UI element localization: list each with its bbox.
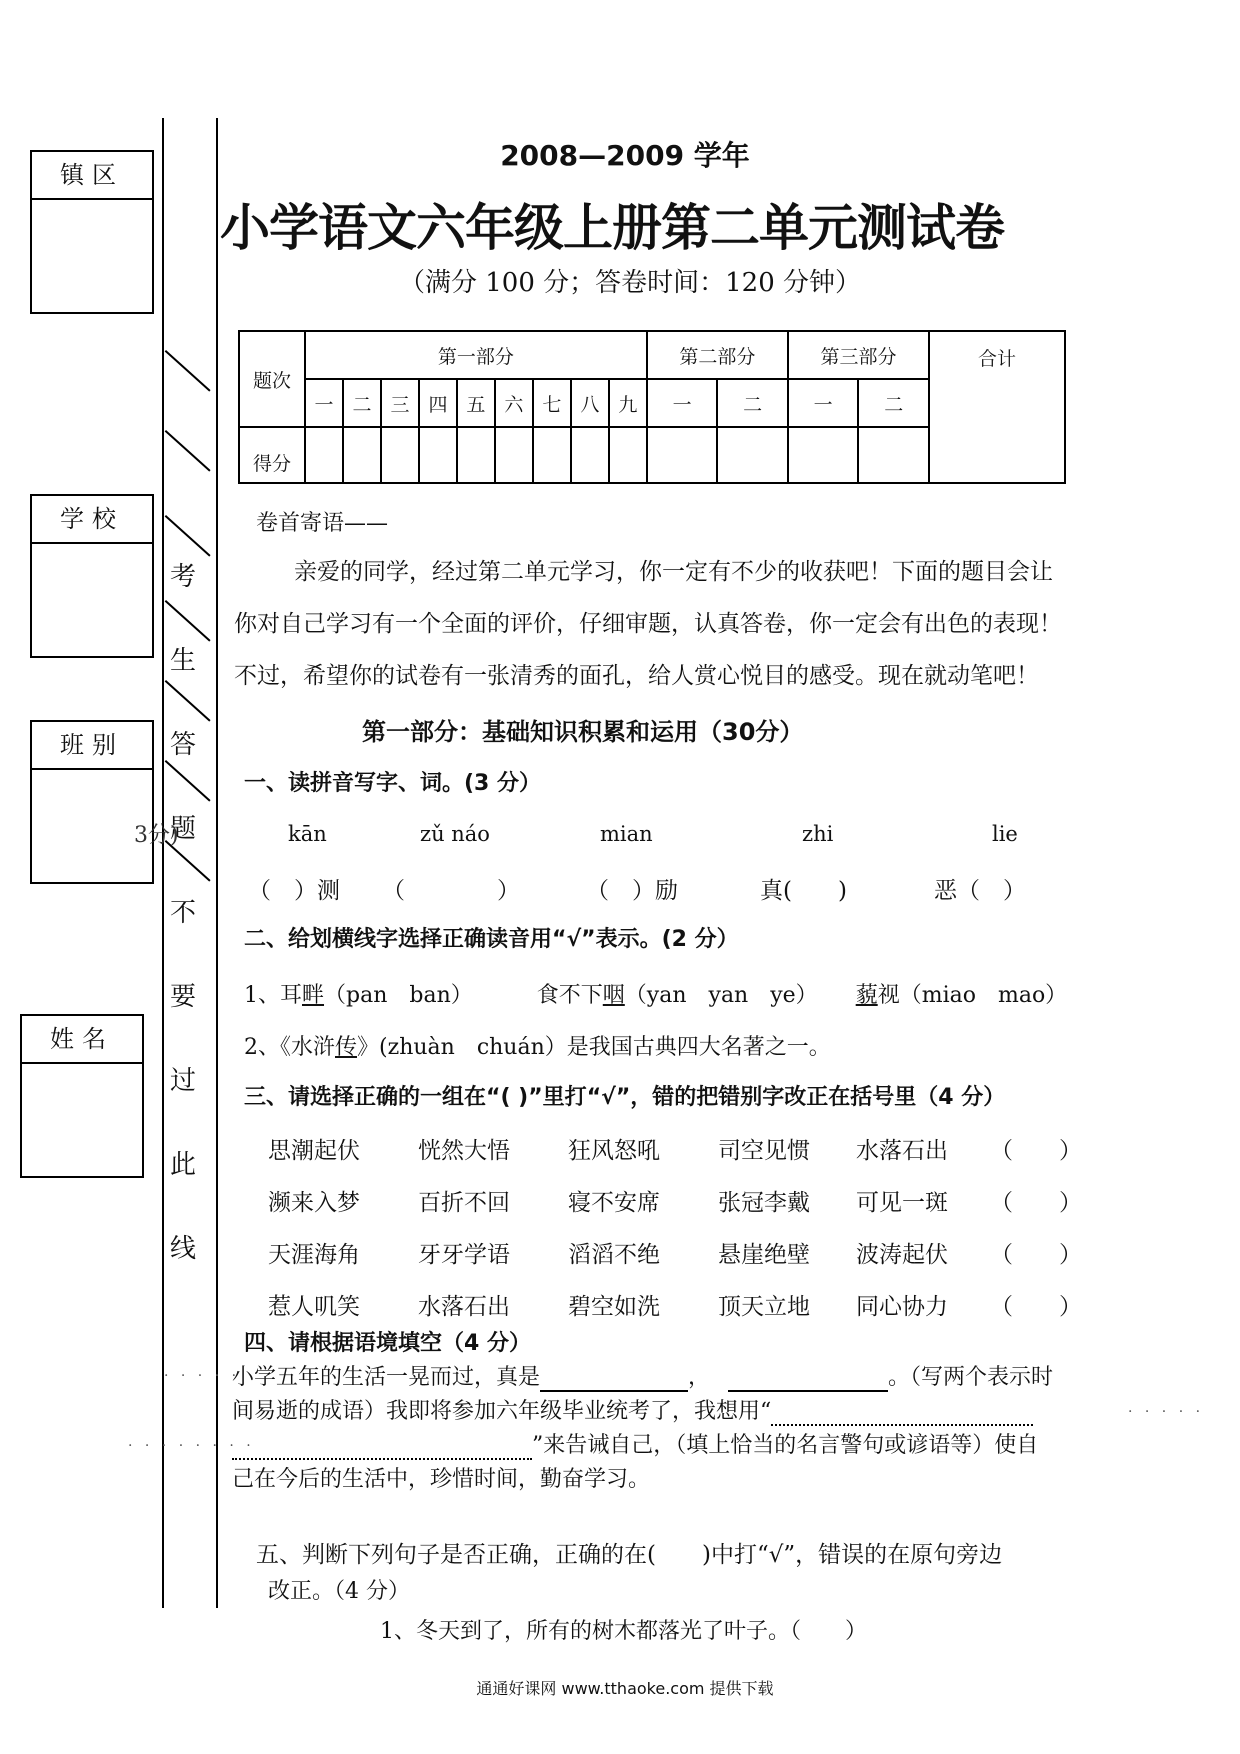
score-cell — [571, 427, 609, 483]
underlined-char: 咽 — [602, 983, 625, 1008]
q4-line2 — [232, 1394, 1033, 1426]
item-header: 八 — [571, 379, 609, 427]
score-table — [238, 330, 1066, 484]
intro-line: 不过，希望你的试卷有一张清秀的面孔，给人赏心悦目的感受。现在就动笔吧！ — [234, 663, 1039, 689]
underlined-char: 藐 — [855, 983, 878, 1008]
warning-char: 线 — [169, 1234, 196, 1264]
item-header: 二 — [717, 379, 788, 427]
text: 》(zhuàn chuán）是我国古典四大名著之一。 — [357, 1035, 831, 1060]
q1-heading: 一、读拼音写字、词。(3 分） — [244, 771, 542, 796]
text: 。（写两个表示时 — [888, 1365, 1054, 1390]
item-header: 六 — [495, 379, 533, 427]
score-cell — [717, 427, 788, 483]
text: 1、耳 — [244, 983, 302, 1008]
idiom: 恍然大悟 — [418, 1138, 510, 1164]
q5-heading: 五、判断下列句子是否正确，正确的在( )中打“√”，错误的在原句旁边 — [256, 1542, 1003, 1568]
answer-slot: 恶（ ） — [934, 878, 1026, 904]
item-header: 一 — [788, 379, 859, 427]
info-box-town — [30, 150, 154, 314]
info-box-label: 镇区 — [32, 152, 152, 200]
answer-slot: （ ） — [990, 1294, 1082, 1320]
q3-row — [268, 1236, 1082, 1269]
warning-char: 答 — [169, 730, 196, 760]
idiom: 濒来入梦 — [268, 1190, 360, 1216]
row-label-items: 题次 — [239, 331, 305, 427]
q3-row — [268, 1184, 1082, 1217]
margin-slash — [165, 515, 211, 557]
text: ， — [688, 1365, 711, 1390]
margin-dots: · · · · · — [164, 1368, 241, 1384]
score-cell — [647, 427, 718, 483]
score-cell — [533, 427, 571, 483]
text: 小学五年的生活一晃而过，真是 — [232, 1365, 541, 1390]
q5-heading-cont: 改正。（4 分） — [268, 1579, 410, 1604]
info-box-label: 学校 — [32, 496, 152, 544]
idiom: 波涛起伏 — [856, 1242, 948, 1268]
answer-slot: （ ） — [382, 878, 520, 904]
info-box-class — [30, 720, 154, 884]
exam-title: 小学语文六年级上册第二单元测试卷 — [220, 199, 1004, 257]
margin-slash — [165, 350, 211, 392]
item-header: 一 — [305, 379, 343, 427]
idiom: 司空见惯 — [718, 1138, 810, 1164]
score-cell — [495, 427, 533, 483]
info-box-label: 姓名 — [22, 1016, 142, 1064]
idiom: 碧空如洗 — [568, 1294, 660, 1320]
warning-char: 考 — [169, 562, 196, 592]
idiom: 悬崖绝壁 — [718, 1242, 810, 1268]
pinyin: zǔ náo — [420, 822, 490, 846]
answer-slot: （ ） — [990, 1242, 1082, 1268]
text: 食不下 — [536, 983, 603, 1008]
text: （yan yan ye） — [624, 983, 818, 1008]
score-cell — [788, 427, 859, 483]
q3-row — [268, 1132, 1082, 1165]
idiom: 水落石出 — [856, 1138, 948, 1164]
intro-line: 你对自己学习有一个全面的评价，仔细审题，认真答卷，你一定会有出色的表现！ — [234, 611, 1062, 637]
idiom-blank — [540, 1365, 688, 1392]
part2-header: 第二部分 — [647, 331, 788, 379]
score-cell — [343, 427, 381, 483]
intro-heading: 卷首寄语—— — [256, 511, 389, 536]
item-header: 二 — [343, 379, 381, 427]
q3-row — [268, 1288, 1082, 1321]
pinyin: zhi — [802, 822, 834, 846]
text: 视（miao mao） — [877, 983, 1068, 1008]
idiom: 牙牙学语 — [418, 1242, 510, 1268]
underlined-char: 传 — [335, 1035, 358, 1060]
part3-header: 第三部分 — [788, 331, 929, 379]
exam-subtitle: （满分 100 分；答卷时间：120 分钟） — [398, 268, 862, 298]
item-header: 三 — [381, 379, 419, 427]
warning-char: 过 — [169, 1066, 196, 1096]
score-cell — [419, 427, 457, 483]
answer-slot: （ ）测 — [248, 878, 340, 904]
idiom: 同心协力 — [856, 1294, 948, 1320]
idiom: 百折不回 — [418, 1190, 510, 1216]
idiom-blank — [728, 1365, 888, 1392]
item-header: 一 — [647, 379, 718, 427]
item-header: 七 — [533, 379, 571, 427]
idiom: 滔滔不绝 — [568, 1242, 660, 1268]
idiom: 水落石出 — [418, 1294, 510, 1320]
text: （pan ban） — [324, 983, 473, 1008]
idiom: 狂风怒吼 — [568, 1138, 660, 1164]
info-box-name — [20, 1014, 144, 1178]
item-header: 五 — [457, 379, 495, 427]
part1-heading: 第一部分：基础知识积累和运用（30分） — [362, 718, 804, 746]
margin-slash — [165, 600, 211, 642]
score-cell — [858, 427, 929, 483]
pinyin: mian — [600, 822, 653, 846]
idiom: 顶天立地 — [718, 1294, 810, 1320]
part1-header: 第一部分 — [305, 331, 647, 379]
quote-blank — [771, 1399, 1033, 1426]
row-label-score: 得分 — [239, 427, 305, 483]
exam-year: 2008—2009 学年 — [500, 139, 750, 172]
score-cell — [609, 427, 647, 483]
idiom: 张冠李戴 — [718, 1190, 810, 1216]
idiom: 天涯海角 — [268, 1242, 360, 1268]
warning-char: 不 — [169, 898, 196, 928]
warning-char: 要 — [169, 982, 196, 1012]
q2-heading: 二、给划横线字选择正确读音用“√”表示。(2 分） — [244, 927, 739, 952]
score-cell — [305, 427, 343, 483]
answer-slot: （ ）励 — [586, 878, 678, 904]
pinyin: lie — [992, 822, 1018, 846]
idiom: 寝不安席 — [568, 1190, 660, 1216]
intro-line: 亲爱的同学，经过第二单元学习，你一定有不少的收获吧！下面的题目会让 — [294, 559, 1053, 585]
q5-item: 1、冬天到了，所有的树木都落光了叶子。（ ） — [380, 1619, 867, 1644]
margin-slash — [165, 680, 211, 722]
margin-dots: · · · · · — [1128, 1404, 1205, 1420]
stray-text: 3分) — [134, 823, 179, 848]
q4-line4: 己在今后的生活中，珍惜时间，勤奋学习。 — [232, 1467, 651, 1492]
intro-paragraph — [234, 546, 1134, 702]
answer-slot: 真( ) — [760, 878, 847, 904]
q2-line2 — [244, 1030, 831, 1061]
score-cell — [457, 427, 495, 483]
binding-line-right — [216, 118, 218, 1608]
q2-line1 — [244, 978, 1067, 1009]
q4-heading: 四、请根据语境填空（4 分） — [244, 1331, 531, 1356]
underlined-char: 畔 — [302, 983, 325, 1008]
item-header: 九 — [609, 379, 647, 427]
margin-dots: · · · · · · · · — [128, 1438, 255, 1454]
idiom: 思潮起伏 — [268, 1138, 360, 1164]
pinyin: kān — [288, 822, 327, 846]
binding-line-left — [162, 118, 164, 1608]
quote-blank — [232, 1433, 532, 1460]
text: 2、《水浒 — [244, 1035, 335, 1060]
score-cell — [381, 427, 419, 483]
text: ”来告诫自己，（填上恰当的名言警句或谚语等）使自 — [532, 1433, 1039, 1458]
idiom: 可见一斑 — [856, 1190, 948, 1216]
idiom: 惹人叽笑 — [268, 1294, 360, 1320]
info-box-label: 班别 — [32, 722, 152, 770]
margin-slash — [165, 430, 211, 472]
total-header: 合计 — [929, 331, 1065, 483]
info-box-school — [30, 494, 154, 658]
margin-slash — [165, 760, 211, 802]
footer-text: 通通好课网 www.tthaoke.com 提供下载 — [476, 1679, 774, 1698]
warning-char: 此 — [169, 1150, 196, 1180]
warning-char: 生 — [169, 646, 196, 676]
q3-heading: 三、请选择正确的一组在“( )”里打“√”，错的把错别字改正在括号里（4 分） — [244, 1085, 1006, 1110]
text: 间易逝的成语）我即将参加六年级毕业统考了，我想用“ — [232, 1399, 772, 1424]
answer-slot: （ ） — [990, 1190, 1082, 1216]
item-header: 二 — [858, 379, 929, 427]
q4-line1 — [232, 1360, 1053, 1392]
item-header: 四 — [419, 379, 457, 427]
answer-slot: （ ） — [990, 1138, 1082, 1164]
warning-char: 题 — [169, 814, 196, 844]
q4-line3 — [232, 1428, 1038, 1460]
